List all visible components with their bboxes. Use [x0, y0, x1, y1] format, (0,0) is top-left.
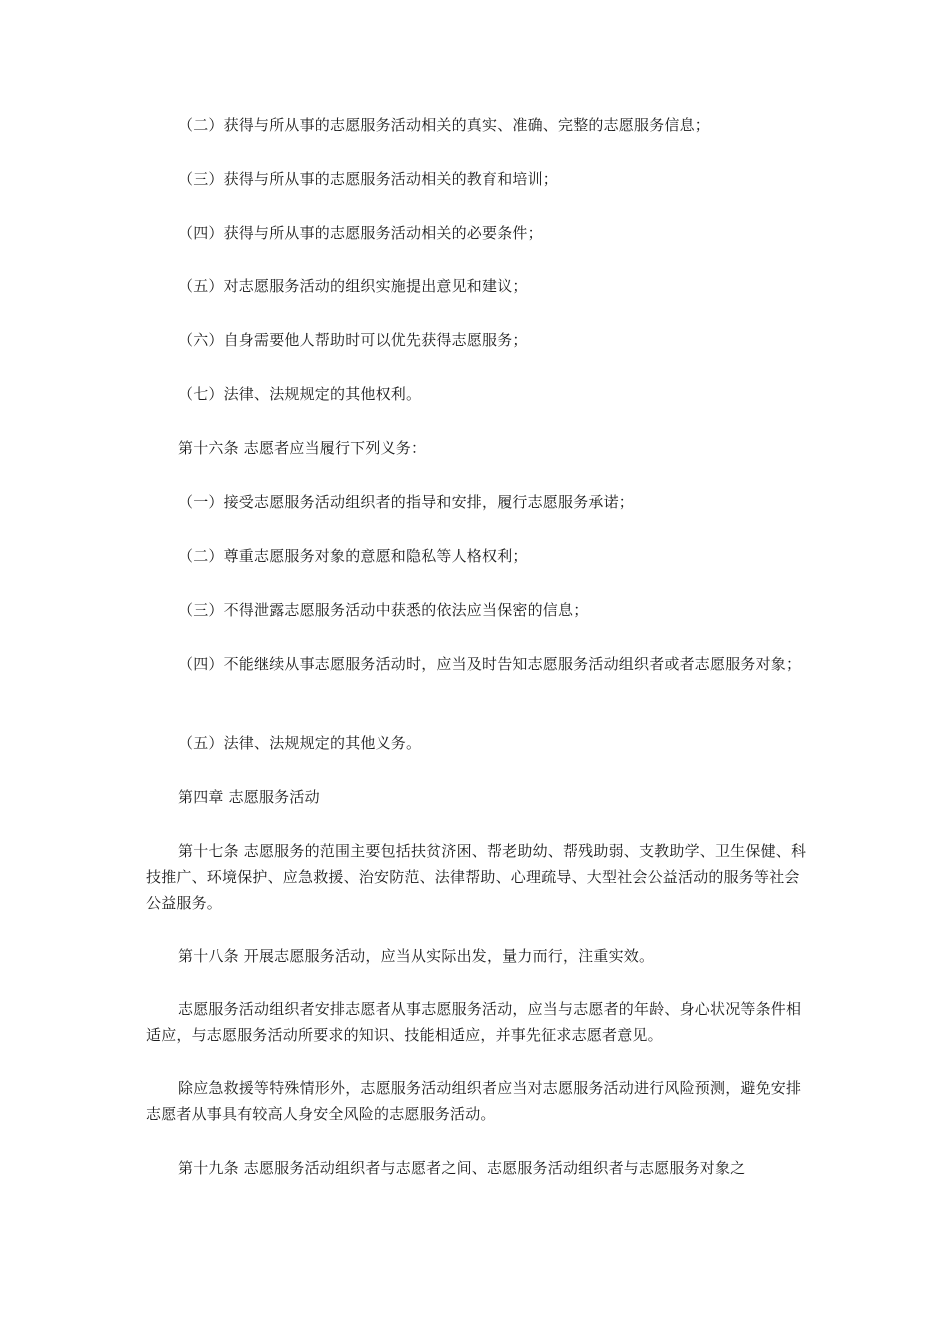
duty-item-2: （二）尊重志愿服务对象的意愿和隐私等人格权利； — [178, 547, 528, 565]
duty-item-5: （五）法律、法规规定的其他义务。 — [178, 734, 422, 752]
clause-item-4: （四）获得与所从事的志愿服务活动相关的必要条件； — [178, 224, 543, 242]
duty-item-1: （一）接受志愿服务活动组织者的指导和安排，履行志愿服务承诺； — [178, 493, 635, 511]
clause-item-5: （五）对志愿服务活动的组织实施提出意见和建议； — [178, 277, 528, 295]
duty-item-3: （三）不得泄露志愿服务活动中获悉的依法应当保密的信息； — [178, 601, 589, 619]
article-16-heading: 第十六条 志愿者应当履行下列义务： — [178, 439, 427, 457]
duty-item-4: （四）不能继续从事志愿服务活动时，应当及时告知志愿服务活动组织者或者志愿服务对象； — [178, 655, 802, 673]
chapter-4-heading: 第四章 志愿服务活动 — [178, 788, 320, 806]
article-19: 第十九条 志愿服务活动组织者与志愿者之间、志愿服务活动组织者与志愿服务对象之 — [178, 1159, 746, 1177]
article-17: 第十七条 志愿服务的范围主要包括扶贫济困、帮老助幼、帮残助弱、支教助学、卫生保健、科技推广、环境保护、应急救援、治安防范、法律帮助、心理疏导、大型社会公益活动的服务等社会公益服务。 — [146, 842, 807, 912]
clause-item-7: （七）法律、法规规定的其他权利。 — [178, 385, 422, 403]
article-18-para-2: 志愿服务活动组织者安排志愿者从事志愿服务活动，应当与志愿者的年龄、身心状况等条件相适应，与志愿服务活动所要求的知识、技能相适应，并事先征求志愿者意见。 — [146, 1000, 802, 1044]
article-18-para-3: 除应急救援等特殊情形外，志愿服务活动组织者应当对志愿服务活动进行风险预测，避免安排志愿者从事具有较高人身安全风险的志愿服务活动。 — [146, 1079, 802, 1123]
article-18: 第十八条 开展志愿服务活动，应当从实际出发，量力而行，注重实效。 — [178, 947, 655, 965]
clause-item-2: （二）获得与所从事的志愿服务活动相关的真实、准确、完整的志愿服务信息； — [178, 116, 711, 134]
clause-item-3: （三）获得与所从事的志愿服务活动相关的教育和培训； — [178, 170, 559, 188]
clause-item-6: （六）自身需要他人帮助时可以优先获得志愿服务； — [178, 331, 528, 349]
